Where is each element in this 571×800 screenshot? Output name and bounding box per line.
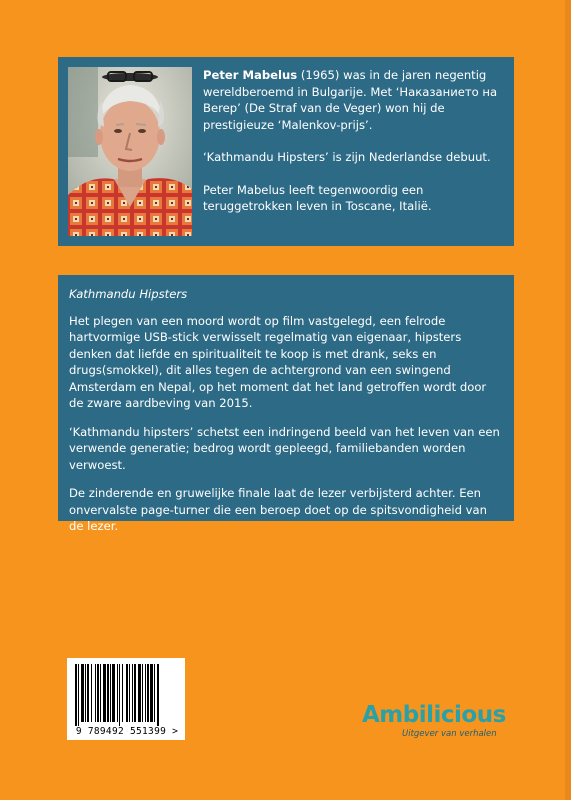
barcode-bar <box>145 664 146 722</box>
barcode-bar <box>112 664 115 722</box>
author-bio-text <box>203 67 503 231</box>
barcode-bar <box>122 664 123 722</box>
barcode-bar <box>134 664 136 722</box>
barcode-bar <box>129 664 130 722</box>
barcode-bar <box>85 664 86 722</box>
author-intro-rest: (1965) was in de jaren negentig wereldberoemd in Bulgarije. Met ‘Наказанието на Berep’ (De Straf van de Veger) won hij de prestigieuze ‘Malenkov-prijs’. <box>203 68 498 132</box>
publisher-name: Ambilicious <box>362 702 506 728</box>
barcode-bar <box>150 664 153 722</box>
isbn-barcode <box>67 658 185 740</box>
barcode-bar <box>110 664 111 722</box>
publisher-logo <box>362 702 512 739</box>
blurb-paragraph-1: Het plegen van een moord wordt op film vastgelegd, een felrode hartvormige USB-stick verwisselt regelmatig van eigenaar, hipsters denken dat liefde en spiritualiteit te koop is met drank, seks en drugs(smokkel), dit alles tegen de achtergrond van een swingend Amsterdam en Nepal, op het moment dat het land getroffen wordt door de zware aardbeving van 2015. <box>69 313 487 410</box>
blurb-paragraph-3: De zinderende en gruwelijke finale laat de lezer verbijsterd achter. Een onvervalste page-turner die een beroep doet op de spitsvondigheid van de lezer. <box>69 486 487 533</box>
book-title: Kathmandu Hipsters <box>69 287 188 301</box>
author-debut: ‘Kathmandu Hipsters’ is zijn Nederlandse debuut. <box>203 150 491 164</box>
barcode-bar <box>117 664 118 722</box>
barcode-bar <box>78 664 79 726</box>
publisher-tagline: Uitgever van verhalen <box>402 729 497 739</box>
barcode-bar <box>138 664 141 722</box>
barcode-bars <box>67 658 185 726</box>
barcode-bar <box>95 664 96 722</box>
barcode-bar <box>147 664 149 722</box>
barcode-bar <box>157 664 159 726</box>
author-intro <box>203 67 503 133</box>
author-name: Peter Mabelus <box>203 68 298 82</box>
barcode-bar <box>119 664 120 726</box>
barcode-bar <box>87 664 89 722</box>
book-blurb-panel <box>58 275 514 533</box>
barcode-bar <box>107 664 109 722</box>
barcode-bar <box>103 664 106 722</box>
barcode-bar <box>97 664 99 722</box>
page-edge <box>565 0 571 800</box>
barcode-bar <box>132 664 133 722</box>
author-photo <box>68 67 192 236</box>
isbn-number: 9 789492 551399 > <box>75 726 179 737</box>
barcode-bar <box>100 664 101 722</box>
barcode-bar <box>142 664 143 722</box>
barcode-bar <box>75 664 77 726</box>
blurb-paragraph-2: ‘Kathmandu hipsters’ schetst een indringend beeld van het leven van een verwende generatie; bedrog wordt gepleegd, familiebanden worden verwoest. <box>69 424 500 472</box>
author-bio-panel <box>58 57 514 246</box>
barcode-bar <box>154 664 155 722</box>
author-residence: Peter Mabelus leeft tegenwoordig een teruggetrokken leven in Toscane, Italië. <box>203 182 432 213</box>
barcode-bar <box>81 664 84 722</box>
barcode-bar <box>91 664 92 722</box>
barcode-bar <box>126 664 128 722</box>
